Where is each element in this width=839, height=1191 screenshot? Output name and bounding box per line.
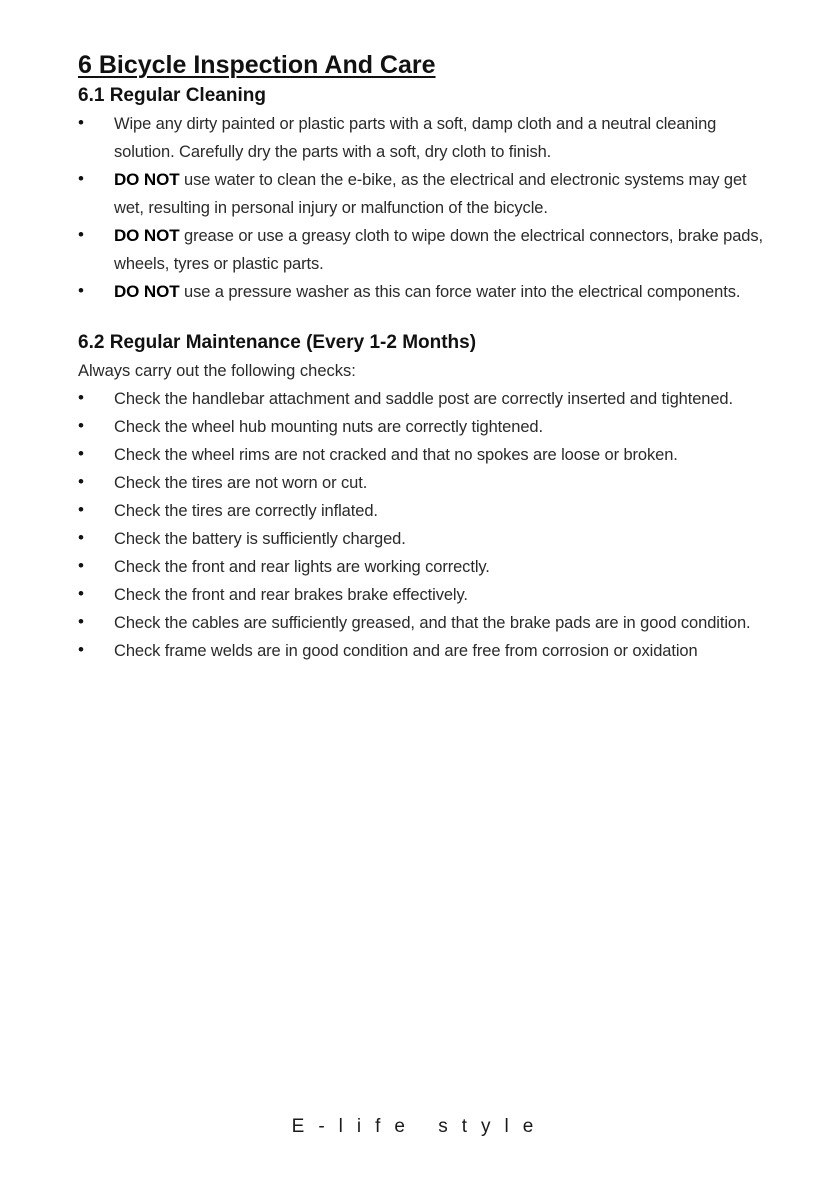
- list-item-text: Check the battery is sufficiently charged.: [114, 530, 406, 548]
- warning-emphasis: DO NOT: [114, 226, 180, 245]
- bullet-icon: •: [78, 584, 84, 603]
- maintenance-intro: Always carry out the following checks:: [78, 362, 356, 380]
- list-item-text: Check the wheel hub mounting nuts are correctly tightened.: [114, 418, 543, 436]
- maintenance-check-item: [78, 413, 778, 441]
- list-item-text: Check the front and rear lights are working correctly.: [114, 558, 490, 576]
- maintenance-check-item: [78, 609, 778, 637]
- warning-emphasis: DO NOT: [114, 282, 180, 301]
- list-item-text: use water to clean the e-bike, as the electrical and electronic systems may get wet, resulting in personal injury or malfunction of the bicycle.: [114, 171, 747, 217]
- list-item-text: Check the tires are correctly inflated.: [114, 502, 378, 520]
- maintenance-check-item: [78, 581, 778, 609]
- warning-emphasis: DO NOT: [114, 170, 180, 189]
- cleaning-list: [78, 110, 778, 306]
- bullet-icon: •: [78, 444, 84, 463]
- list-item-text: Check the tires are not worn or cut.: [114, 474, 368, 492]
- bullet-icon: •: [78, 281, 84, 300]
- list-item-text: Check the front and rear brakes brake effectively.: [114, 586, 468, 604]
- list-item-text: Check the wheel rims are not cracked and that no spokes are loose or broken.: [114, 446, 678, 464]
- bullet-icon: •: [78, 556, 84, 575]
- bullet-icon: •: [78, 169, 84, 188]
- list-item-text: grease or use a greasy cloth to wipe down the electrical connectors, brake pads, wheels, tyres or plastic parts.: [114, 227, 763, 273]
- bullet-icon: •: [78, 640, 84, 659]
- list-item-text: Check frame welds are in good condition and are free from corrosion or oxidation: [114, 642, 698, 660]
- cleaning-list-item: [78, 110, 778, 166]
- bullet-icon: •: [78, 500, 84, 519]
- maintenance-check-item: [78, 497, 778, 525]
- cleaning-list-item: [78, 166, 778, 222]
- manual-page: [78, 48, 778, 665]
- list-item-text: Check the handlebar attachment and saddle post are correctly inserted and tightened.: [114, 390, 733, 408]
- bullet-icon: •: [78, 416, 84, 435]
- footer-brand: E-life style: [291, 1116, 548, 1137]
- maintenance-checklist: [78, 385, 778, 665]
- list-item-text: Wipe any dirty painted or plastic parts with a soft, damp cloth and a neutral cleaning solution. Carefully dry the parts with a soft, dry cloth to finish.: [114, 115, 717, 161]
- maintenance-check-item: [78, 553, 778, 581]
- section-heading-regular-maintenance: 6.2 Regular Maintenance (Every 1-2 Months): [78, 332, 477, 353]
- maintenance-check-item: [78, 525, 778, 553]
- page-title: 6 Bicycle Inspection And Care: [78, 51, 436, 79]
- list-item-text: Check the cables are sufficiently greased, and that the brake pads are in good condition.: [114, 614, 751, 632]
- section-heading-regular-cleaning: 6.1 Regular Cleaning: [78, 85, 266, 106]
- bullet-icon: •: [78, 225, 84, 244]
- maintenance-check-item: [78, 469, 778, 497]
- bullet-icon: •: [78, 528, 84, 547]
- cleaning-list-item: [78, 222, 778, 278]
- maintenance-check-item: [78, 385, 778, 413]
- bullet-icon: •: [78, 388, 84, 407]
- cleaning-list-item: [78, 278, 778, 306]
- maintenance-check-item: [78, 441, 778, 469]
- list-item-text: use a pressure washer as this can force water into the electrical components.: [179, 283, 741, 301]
- bullet-icon: •: [78, 612, 84, 631]
- maintenance-check-item: [78, 637, 778, 665]
- bullet-icon: •: [78, 472, 84, 491]
- bullet-icon: •: [78, 113, 84, 132]
